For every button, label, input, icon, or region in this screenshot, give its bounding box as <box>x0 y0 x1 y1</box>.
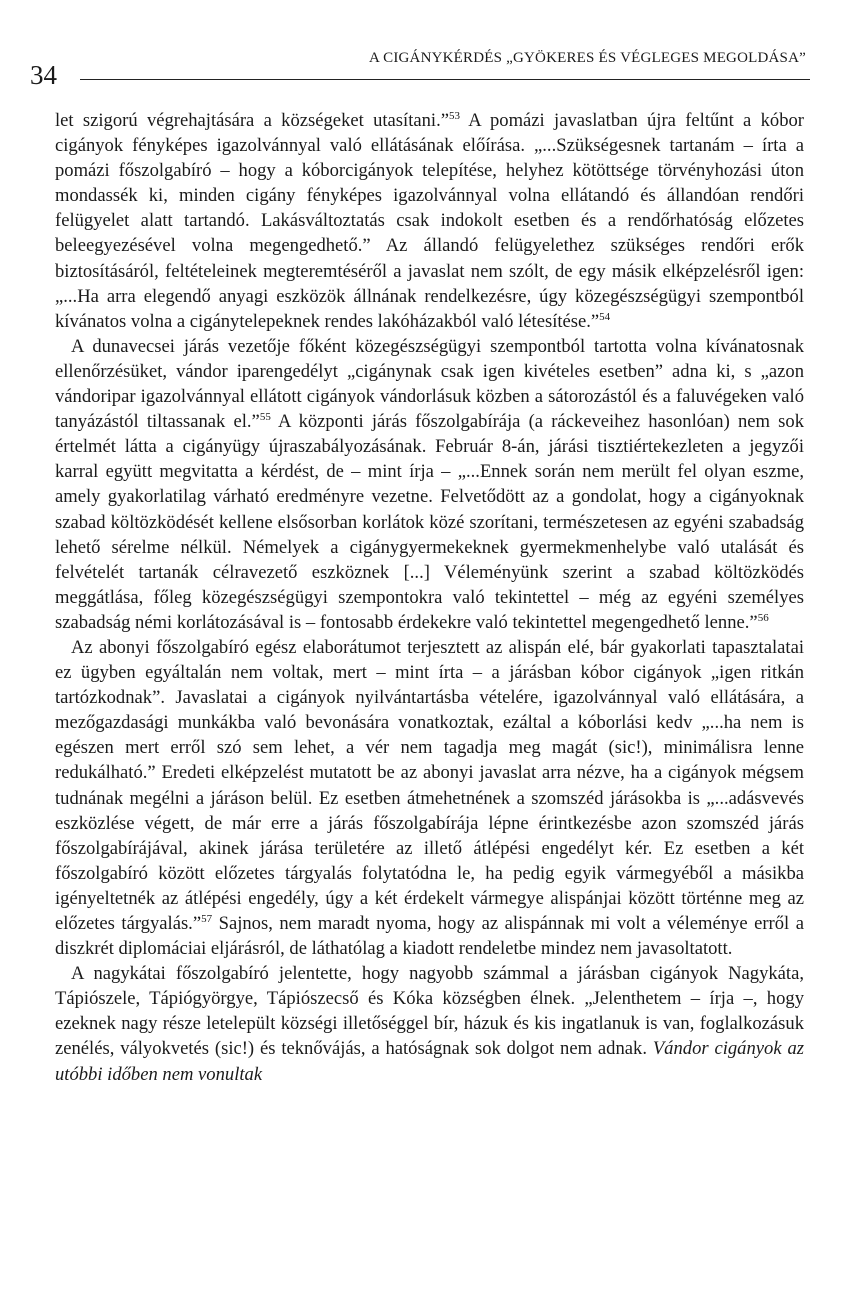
footnote-ref: 54 <box>599 310 611 323</box>
header-rule <box>80 79 810 80</box>
page-number: 34 <box>30 60 57 90</box>
body-text <box>55 108 804 1087</box>
paragraph <box>55 108 804 334</box>
paragraph-text: A központi járás főszolgabírája (a ráckeveihez hasonlóan) nem sok értelmét látta a cigányügy újraszabályozásának. Február 8-án, járási tisztiértekezleten a jegyzői karral együtt megvitatta a kérdést, de – mint írja – „...Ennek során nem merült fel olyan eszme, amely gyakorlatilag várható eredményre vezetne. Felvetődött az a gondolat, hogy a cigányoknak szabad költözködését kellene elsősorban korlátok közé szorítani, természetesen az egyéni szabadság lehető sérelme nélkül. Némelyek a cigánygyermekeknek gyermekmenhelybe való utalását és felvételét tartanák célravezető eszköznek [...] Véleményünk szerint a szabad költözködés meggátlása, főleg közegészségügyi szempontokra való tekintettel – még az egyéni személyes szabadság némi korlátozásával is – fontosabb érdekekre való tekintettel megengedhető lenne.” <box>55 411 804 633</box>
footnote-ref: 53 <box>449 110 460 122</box>
paragraph <box>55 334 804 635</box>
running-head: A CIGÁNYKÉRDÉS „GYÖKERES ÉS VÉGLEGES MEGOLDÁSA” <box>368 50 806 66</box>
footnote-ref: 56 <box>757 611 769 624</box>
paragraph-text: A nagykátai főszolgabíró jelentette, hogy nagyobb számmal a járásban cigányok Nagykáta, Tápiószele, Tápiógyörgye, Tápiószecső és Kóka községben élnek. „Jelenthetem – írja –, hogy ezeknek nagy része letelepült községi illetőséggel bír, házuk és kis ingatlanuk is van, foglalkozásuk zenélés, vályokvetés (sic!) és teknővájás, a hatóságnak sok dolgot nem adnak. <box>55 963 804 1060</box>
paragraph-text: A pomázi javaslatban újra feltűnt a kóbor cigányok fényképes igazolvánnyal való ellátásának előírása. „...Szükségesnek tartanám – írta a pomázi főszolgabíró – hogy a kóborcigányok telepítése, helyhez kötöttsége törvényhozási úton mondassék ki, minden cigány fényképes igazolvánnyal volna ellátandó és állandóan rendőri felügyelet alatt tartandó. Lakásváltoztatás csak indokolt esetben és a rendőrhatóság előzetes beleegyezésével volna megengedhető.” Az állandó felügyelethez szükséges rendőri erők biztosításáról, feltételeinek megteremtéséről a javaslat nem szólt, de egy másik elképzelésről igen: „...Ha arra elegendő anyagi eszközök állnának rendelkezésre, úgy közegészségügyi szempontból kívánatos volna a cigánytelepeknek rendes lakóházakból való létesítése.” <box>55 110 804 332</box>
paragraph <box>55 635 804 961</box>
paragraph <box>55 961 804 1086</box>
footnote-ref: 55 <box>259 411 271 424</box>
paragraph-text: Az abonyi főszolgabíró egész elaborátumot terjesztett az alispán elé, bár gyakorlati tapasztalatai ez ügyben egyáltalán nem voltak, mert – mint írta – a járásban kóbor cigányok „igen ritkán tartózkodnak”. Javaslatai a cigányok nyilvántartásba vételére, igazolvánnyal való ellátására, a mezőgazdasági munkákba való bevonására vonatkoztak, ezáltal a kóborlási kedv „...ha nem is egészen mert erről szó sem lehet, a vér nem tagadja meg magát (sic!), minimálisra lenne redukálható.” Eredeti elképzelést mutatott be az abonyi javaslat arra nézve, ha a cigányok mégsem tudnának megélni a járáson belül. Ez esetben átmehetnének a szomszéd járásokba is „...adásvevés eszközlése végett, de már erre a járás főszolgabírája lépne érintkezésbe azon szomszéd járás főszolgabírájával, akinek járása területére az illető átlépési engedélyt kér. Ez esetben a két főszolgabíró között előzetes tárgyalás folytatódna le, ha pedig egyik vármegyéből a másikba igényeltetnék az átlépési engedély, úgy a két érdekelt vármegye alispánjai között történne meg az előzetes tárgyalás.” <box>55 636 804 934</box>
paragraph-text: let szigorú végrehajtására a községeket utasítani.” <box>55 110 449 131</box>
italic-text: Vándor cigányok az utóbbi időben nem vonultak <box>55 1038 804 1085</box>
paragraph-text: Sajnos, nem maradt nyoma, hogy az alispánnak mi volt a véleménye erről a diszkrét diplomáciai eljárásról, de láthatólag a kiadott rendeletbe mindez nem javasoltatott. <box>55 913 804 960</box>
paragraph-text: A dunavecsei járás vezetője főként közegészségügyi szempontból tartotta volna kívánatosnak ellenőrzésüket, vándor iparengedélyt „cigánynak csak igen kivételes esetben” adna ki, s „azon vándoripar igazolvánnyal ellátott cigányok vándorlásuk közben a sátorozástól és a faluvégeken való tanyázástól tiltassanak el.” <box>55 335 804 433</box>
footnote-ref: 57 <box>201 913 213 925</box>
